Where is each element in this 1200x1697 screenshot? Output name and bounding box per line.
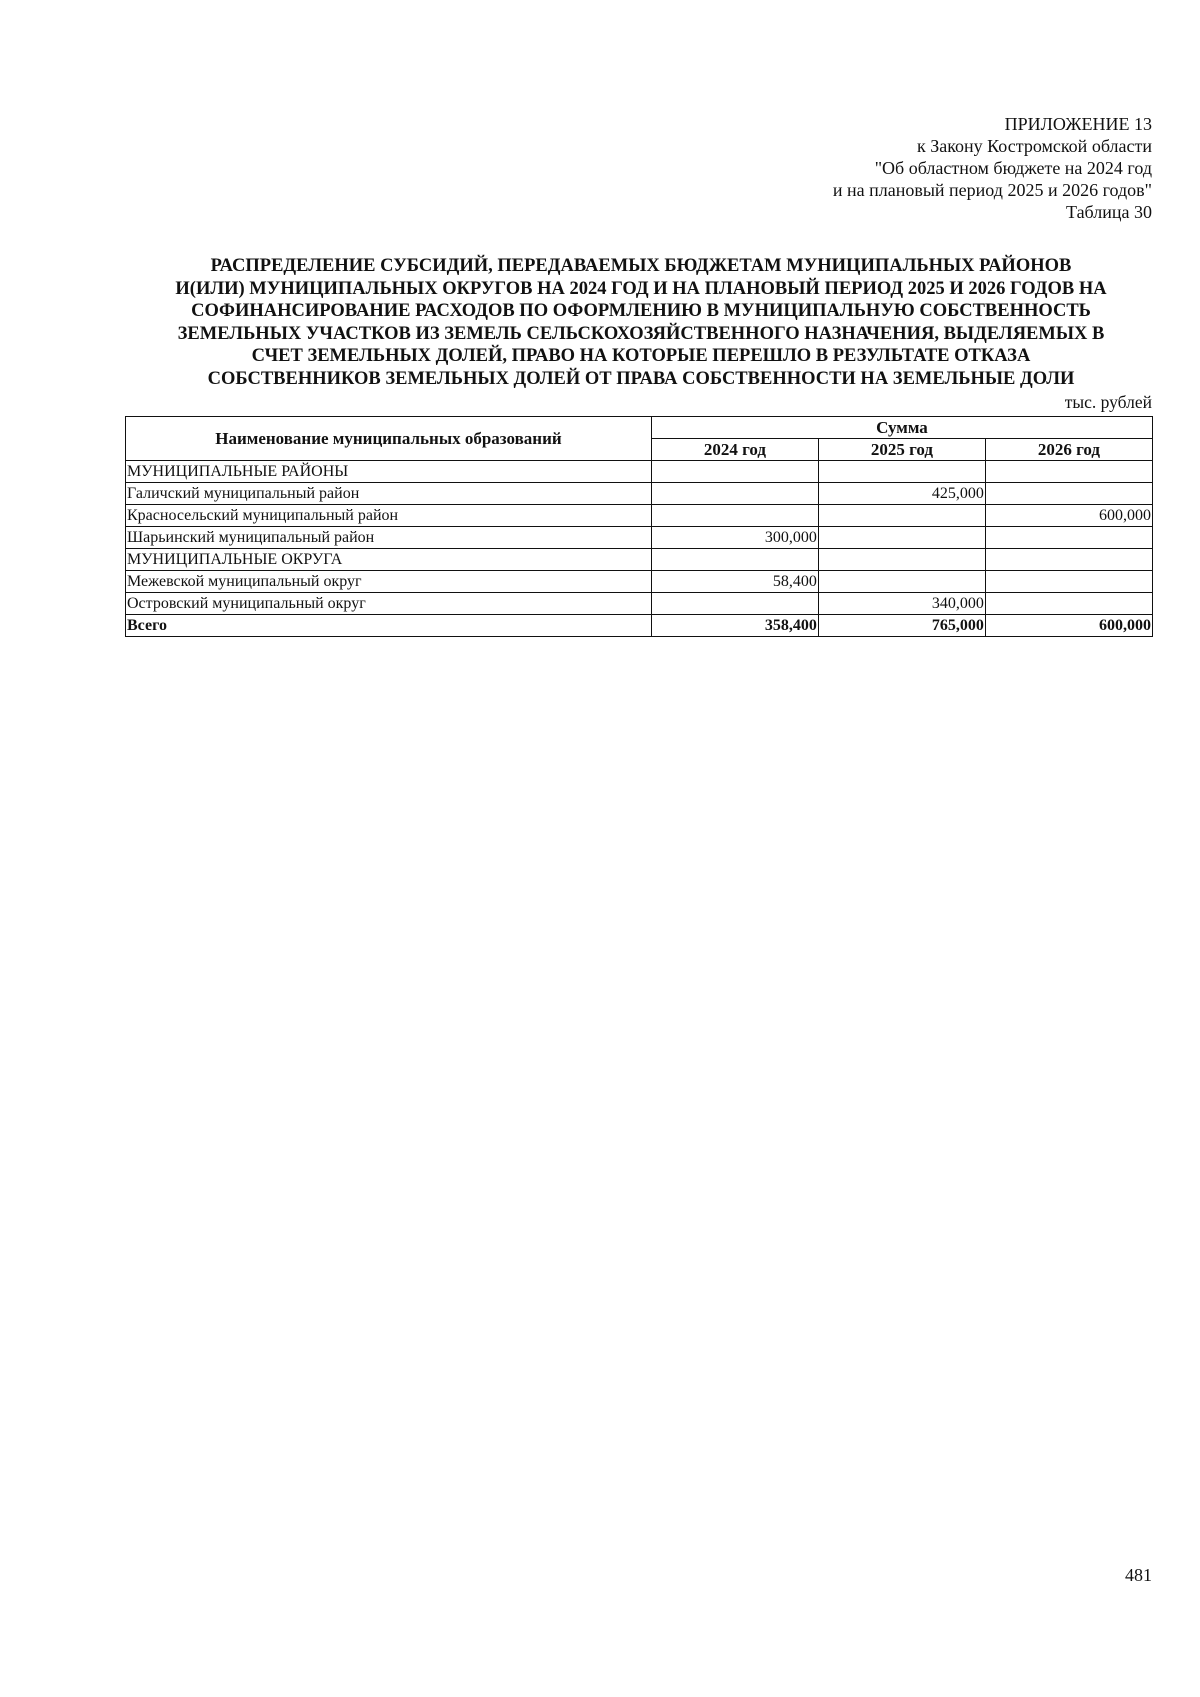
cell-2026: 600,000 <box>985 505 1152 527</box>
cell-2026 <box>985 527 1152 549</box>
table-row <box>126 571 1153 593</box>
table-row <box>126 461 1153 483</box>
cell-2025 <box>818 461 985 483</box>
cell-2026 <box>985 483 1152 505</box>
table-row <box>126 483 1153 505</box>
title-line: РАСПРЕДЕЛЕНИЕ СУБСИДИЙ, ПЕРЕДАВАЕМЫХ БЮДЖЕТАМ МУНИЦИПАЛЬНЫХ РАЙОНОВ <box>210 256 1072 276</box>
table-row <box>126 527 1153 549</box>
subsidy-table <box>125 416 1153 637</box>
cell-2025 <box>818 549 985 571</box>
cell-2024: 58,400 <box>651 571 818 593</box>
appendix-law-ref: к Закону Костромской области <box>916 136 1152 156</box>
row-name: МУНИЦИПАЛЬНЫЕ РАЙОНЫ <box>126 461 652 483</box>
column-header-name: Наименование муниципальных образований <box>126 417 652 461</box>
title-line: СОФИНАНСИРОВАНИЕ РАСХОДОВ ПО ОФОРМЛЕНИЮ В МУНИЦИПАЛЬНУЮ СОБСТВЕННОСТЬ <box>191 301 1091 321</box>
row-name: Шарьинский муниципальный район <box>126 527 652 549</box>
cell-2025 <box>818 571 985 593</box>
cell-2024 <box>651 505 818 527</box>
cell-2024 <box>651 461 818 483</box>
appendix-law-title-2: и на плановый период 2025 и 2026 годов" <box>832 180 1152 200</box>
cell-2025: 340,000 <box>818 593 985 615</box>
cell-2025 <box>818 505 985 527</box>
cell-2026 <box>985 571 1152 593</box>
total-2025: 765,000 <box>818 615 985 637</box>
title-line: ЗЕМЕЛЬНЫХ УЧАСТКОВ ИЗ ЗЕМЕЛЬ СЕЛЬСКОХОЗЯЙСТВЕННОГО НАЗНАЧЕНИЯ, ВЫДЕЛЯЕМЫХ В <box>177 323 1105 344</box>
total-row <box>126 615 1153 637</box>
row-name: Красносельский муниципальный район <box>126 505 652 527</box>
column-header-2026: 2026 год <box>985 439 1152 461</box>
document-title <box>118 255 1164 390</box>
table-number: Таблица 30 <box>1066 202 1152 222</box>
cell-2024 <box>651 483 818 505</box>
row-name: Галичский муниципальный район <box>126 483 652 505</box>
column-header-2025: 2025 год <box>818 439 985 461</box>
cell-2026 <box>985 593 1152 615</box>
title-line: И(ИЛИ) МУНИЦИПАЛЬНЫХ ОКРУГОВ НА 2024 ГОД И НА ПЛАНОВЫЙ ПЕРИОД 2025 И 2026 ГОДОВ НА <box>175 278 1107 299</box>
column-header-2024: 2024 год <box>651 439 818 461</box>
cell-2024 <box>651 593 818 615</box>
total-2024: 358,400 <box>651 615 818 637</box>
table-row <box>126 505 1153 527</box>
row-name: Островский муниципальный округ <box>126 593 652 615</box>
table-row <box>126 549 1153 571</box>
cell-2024 <box>651 549 818 571</box>
row-name: МУНИЦИПАЛЬНЫЕ ОКРУГА <box>126 549 652 571</box>
table-row <box>126 593 1153 615</box>
total-2026: 600,000 <box>985 615 1152 637</box>
page-number: 481 <box>1125 1565 1152 1585</box>
cell-2025: 425,000 <box>818 483 985 505</box>
appendix-header <box>833 113 1152 223</box>
appendix-law-title-1: "Об областном бюджете на 2024 год <box>874 158 1152 178</box>
row-name: Межевской муниципальный округ <box>126 571 652 593</box>
units-label: тыс. рублей <box>1064 392 1152 412</box>
cell-2026 <box>985 461 1152 483</box>
cell-2025 <box>818 527 985 549</box>
column-header-sum: Сумма <box>651 417 1152 439</box>
appendix-number: ПРИЛОЖЕНИЕ 13 <box>1004 114 1152 134</box>
cell-2024: 300,000 <box>651 527 818 549</box>
total-label: Всего <box>126 615 652 637</box>
cell-2026 <box>985 549 1152 571</box>
title-line: СОБСТВЕННИКОВ ЗЕМЕЛЬНЫХ ДОЛЕЙ ОТ ПРАВА СОБСТВЕННОСТИ НА ЗЕМЕЛЬНЫЕ ДОЛИ <box>207 368 1075 389</box>
title-line: СЧЕТ ЗЕМЕЛЬНЫХ ДОЛЕЙ, ПРАВО НА КОТОРЫЕ ПЕРЕШЛО В РЕЗУЛЬТАТЕ ОТКАЗА <box>251 346 1031 366</box>
header-row <box>126 417 1153 439</box>
